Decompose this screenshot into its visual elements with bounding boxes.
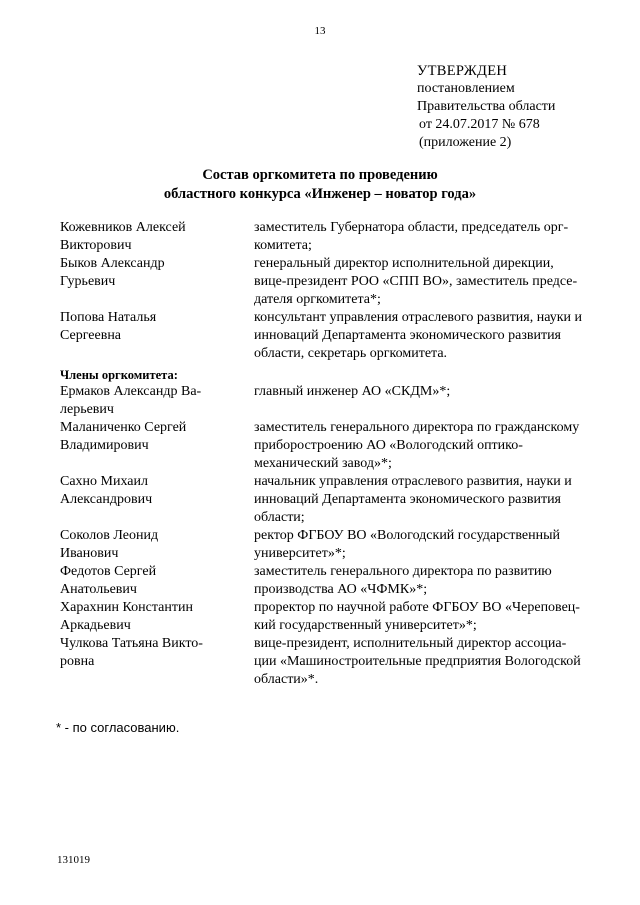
- member-position: заместитель Губернатора области, председатель орг- комитета;: [254, 220, 569, 253]
- approval-line: (приложение 2): [419, 135, 512, 150]
- member-name: Кожевников Алексей Викторович: [60, 220, 186, 253]
- member-position: вице-президент, исполнительный директор ассоциа- ции «Машиностроительные предприятия Вологодской области»*.: [254, 636, 581, 687]
- committee-row: [60, 383, 636, 419]
- member-position: консультант управления отраслевого развития, науки и инноваций Департамента экономического развития области, секретарь оргкомитета.: [254, 310, 583, 361]
- member-name: Маланиченко Сергей Владимирович: [60, 420, 187, 453]
- member-position: заместитель генерального директора по гражданскому приборостроению АО «Вологодский оптико- механический завод»*;: [254, 420, 580, 471]
- committee-row: [60, 255, 636, 309]
- committee-row: [60, 473, 636, 527]
- committee-row: [60, 635, 636, 689]
- member-position: генеральный директор исполнительной дирекции, вице-президент РОО «СПП ВО», заместитель предсе- дателя оргкомитета*;: [254, 256, 578, 307]
- member-position: начальник управления отраслевого развития, науки и инноваций Департамента экономического развития области;: [254, 474, 572, 525]
- member-name: Харахнин Константин Аркадьевич: [60, 600, 193, 633]
- leaders-list: [60, 219, 636, 363]
- member-position: главный инженер АО «СКДМ»*;: [254, 384, 451, 399]
- member-name: Сахно Михаил Александрович: [60, 474, 153, 507]
- member-name: Попова Наталья Сергеевна: [60, 310, 157, 343]
- member-name: Ермаков Александр Ва- лерьевич: [60, 384, 202, 417]
- approval-stamp: [417, 62, 627, 152]
- approval-line: от 24.07.2017 № 678: [419, 117, 540, 132]
- members-label: Члены оргкомитета:: [60, 368, 178, 382]
- members-list: [60, 383, 636, 689]
- member-name: Быков Александр Гурьевич: [60, 256, 165, 289]
- member-position: ректор ФГБОУ ВО «Вологодский государственный университет»*;: [254, 528, 560, 561]
- document-title: [0, 166, 640, 204]
- member-position: проректор по научной работе ФГБОУ ВО «Череповец- кий государственный университет»*;: [254, 600, 580, 633]
- approval-title: УТВЕРЖДЕН: [417, 63, 508, 79]
- document-title-line: областного конкурса «Инженер – новатор года»: [163, 186, 477, 202]
- committee-row: [60, 563, 636, 599]
- member-name: Соколов Леонид Иванович: [60, 528, 159, 561]
- committee-list: [60, 219, 636, 689]
- approval-line: Правительства области: [417, 99, 556, 114]
- member-position: заместитель генерального директора по развитию производства АО «ЧФМК»*;: [254, 564, 552, 597]
- committee-row: [60, 309, 636, 363]
- document-title-line: Состав оргкомитета по проведению: [202, 167, 438, 183]
- committee-row: [60, 527, 636, 563]
- committee-row: [60, 599, 636, 635]
- footnote: * - по согласованию.: [56, 720, 180, 735]
- member-name: Чулкова Татьяна Викто- ровна: [60, 636, 203, 669]
- member-name: Федотов Сергей Анатольевич: [60, 564, 157, 597]
- committee-row: [60, 219, 636, 255]
- committee-row: [60, 419, 636, 473]
- document-code: 131019: [57, 854, 90, 866]
- approval-line: постановлением: [417, 81, 515, 96]
- page-number: 13: [314, 25, 326, 37]
